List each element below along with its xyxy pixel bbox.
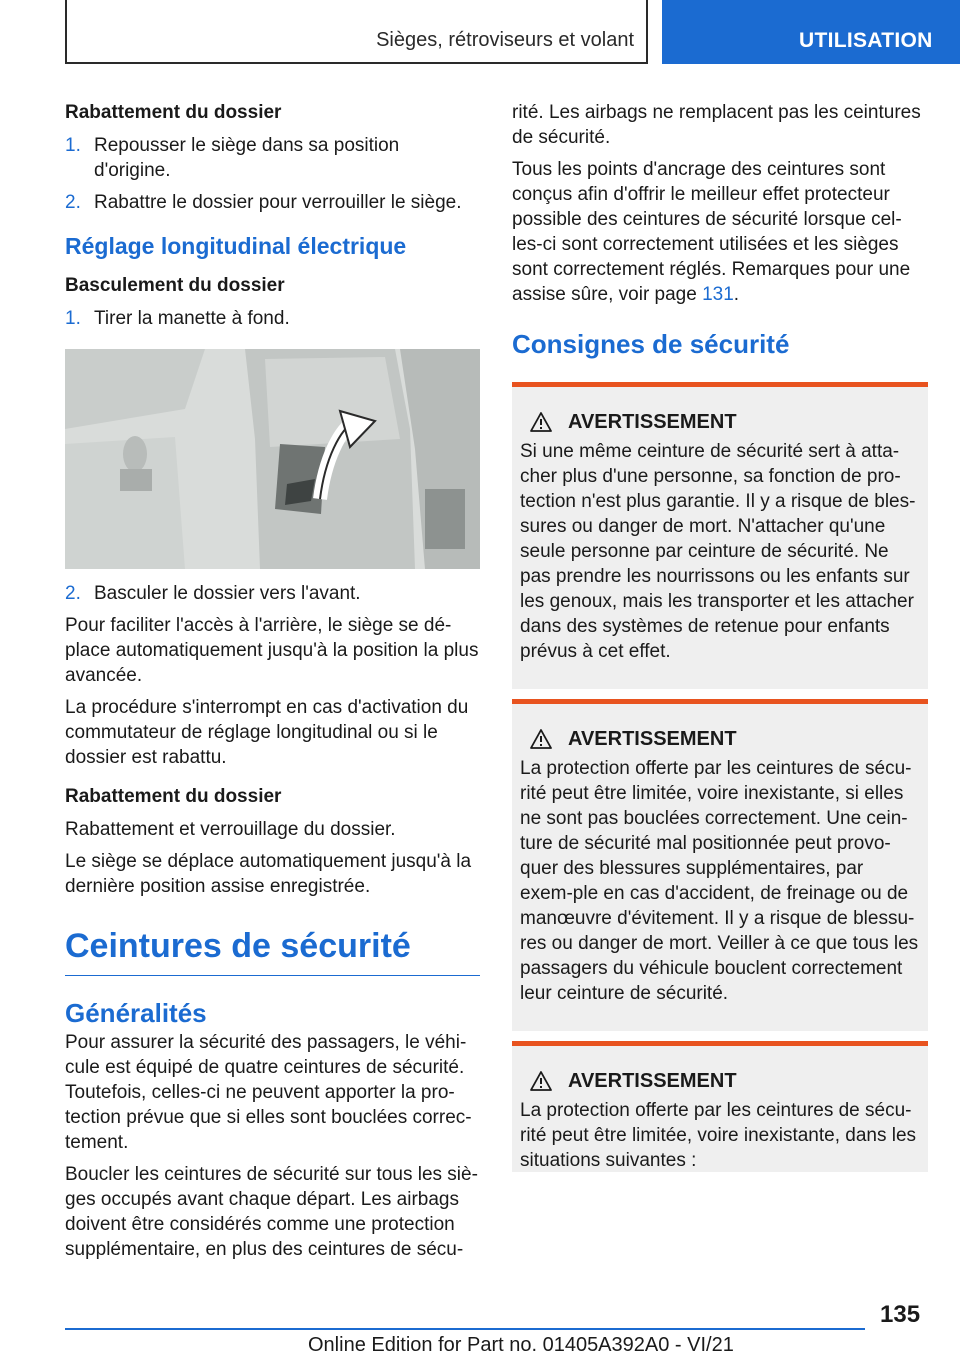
warning-title	[522, 409, 928, 435]
warning-title-text: AVERTISSEMENT	[568, 1070, 737, 1092]
chapter-title-rule	[65, 975, 480, 976]
subheading-basculement: Basculement du dossier	[65, 275, 285, 296]
seat-lever-illustration	[65, 349, 480, 569]
right-column	[512, 100, 928, 1172]
warning-box	[512, 1041, 928, 1172]
header-chapter-tab[interactable]	[662, 0, 960, 64]
list-item	[65, 581, 480, 606]
warning-triangle-icon	[530, 729, 552, 749]
warning-triangle-icon	[530, 412, 552, 432]
warning-title	[522, 1068, 928, 1094]
page-number: 135	[880, 1301, 921, 1328]
subheading-rabattement-2: Rabattement du dossier	[65, 786, 282, 807]
warning-triangle-icon	[530, 1071, 552, 1091]
header-chapter-label: UTILISATION	[799, 29, 933, 52]
paragraph: Boucler les ceintures de sécurité sur tous les siè-ges occupés avant chaque départ. Les airbags doivent être considérés comme une protection supplémentaire, en plus des ceintures de sécu-	[65, 1164, 478, 1260]
warning-text: Si une même ceinture de sécurité sert à atta-cher plus d'une personne, sa fonction de pro-tection n'est plus garantie. Il y a risque de bles-sures ou danger de mort. N'attacher qu'une seule personne par ceinture de sécurité. Ne pas prendre les nourrissons ou les enfants sur les genoux, mais les transporter et les attacher dans des systèmes de retenue pour enfants prévus à cet effet.	[520, 441, 916, 662]
list-item	[65, 133, 480, 183]
header-section-title: Sièges, rétroviseurs et volant	[376, 29, 634, 51]
page-link[interactable]: 131	[702, 284, 734, 305]
warning-title-text: AVERTISSEMENT	[568, 411, 737, 433]
heading-consignes: Consignes de sécurité	[512, 329, 790, 359]
paragraph: La procédure s'interrompt en cas d'activation du commutateur de réglage longitudinal ou si le dossier est rabattu.	[65, 697, 469, 768]
paragraph-text: Tous les points d'ancrage des ceintures sont conçus afin d'offrir le meilleur effet protecteur possible des ceintures de sécurité lorsque cel-les-ci sont correctement utilisées et les sièges sont correctement réglés. Remarques pour une assise sûre, voir page	[512, 159, 911, 305]
heading-reglage-longitudinal: Réglage longitudinal électrique	[65, 233, 407, 259]
page-header	[0, 0, 960, 66]
paragraph: Le siège se déplace automatiquement jusqu'à la dernière position assise enregistrée.	[65, 851, 472, 897]
paragraph	[512, 157, 928, 307]
seat-illustration-svg	[65, 349, 480, 569]
list-item	[65, 306, 480, 331]
warning-title	[522, 726, 928, 752]
paragraph: Rabattement et verrouillage du dossier.	[65, 819, 396, 840]
list-number: 1.	[65, 135, 81, 156]
warning-text: La protection offerte par les ceintures de sécu-rité peut être limitée, voire inexistante, dans les situations suivantes :	[520, 1100, 917, 1171]
footer-rule	[65, 1328, 865, 1330]
list-number: 1.	[65, 308, 81, 329]
warning-box	[512, 382, 928, 689]
left-column	[65, 100, 480, 1262]
footer-edition: Online Edition for Part no. 01405A392A0 - VI/21	[308, 1334, 734, 1356]
chapter-title: Ceintures de sécurité	[65, 927, 411, 965]
list-text: Basculer le dossier vers l'avant.	[94, 583, 361, 604]
paragraph-end: .	[733, 284, 740, 305]
warning-text: La protection offerte par les ceintures de sécu-rité peut être limitée, voire inexistante, si elles ne sont pas bouclées correctement. Une cein-ture de sécurité mal positionnée peut provo-quer des blessures supplémentaires, par exem-ple en cas d'accident, de freinage ou de manœuvre d'évitement. Il y a risque de blessu-res ou danger de mort. Veiller à ce que tous les passagers du véhicule bouclent correctement leur ceinture de sécurité.	[520, 758, 919, 1004]
list-text: Tirer la manette à fond.	[94, 308, 290, 329]
paragraph: Pour assurer la sécurité des passagers, le véhi-cule est équipé de quatre ceintures de sécurité. Toutefois, celles-ci ne peuvent apporter la pro-tection prévue que si elles sont bouclées correc-tement.	[65, 1032, 472, 1153]
list-number: 2.	[65, 192, 81, 213]
warning-title-text: AVERTISSEMENT	[568, 728, 737, 750]
header-section-frame	[65, 0, 648, 64]
paragraph: rité. Les airbags ne remplacent pas les ceintures de sécurité.	[512, 102, 921, 148]
heading-generalites: Généralités	[65, 998, 207, 1028]
list-text: Rabattre le dossier pour verrouiller le siège.	[94, 192, 462, 213]
list-item	[65, 190, 480, 215]
list-number: 2.	[65, 583, 81, 604]
warning-box	[512, 699, 928, 1031]
paragraph: Pour faciliter l'accès à l'arrière, le siège se dé-place automatiquement jusqu'à la position la plus avancée.	[65, 615, 479, 686]
list-text: Repousser le siège dans sa position d'origine.	[94, 135, 400, 181]
subheading-rabattement: Rabattement du dossier	[65, 102, 282, 123]
